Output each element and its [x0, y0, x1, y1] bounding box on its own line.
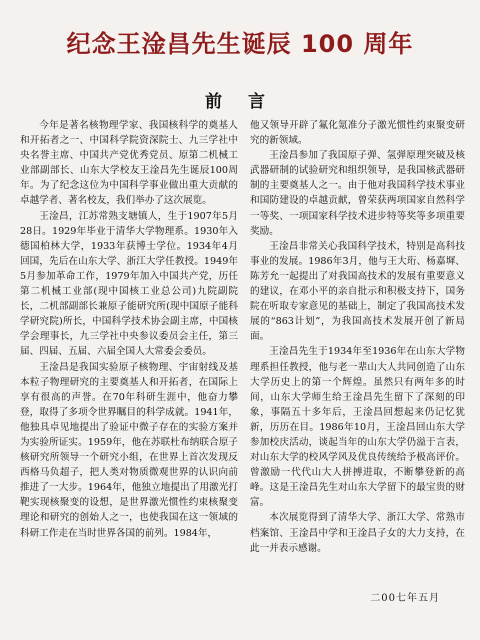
paragraph-shandong-university: 王淦昌先生于1934年至1936年在山东大学物理系担任教授，他与老一辈山大人共同创造了山东大学历史上的第一个辉煌。虽然只有两年多的时间，山东大学师生给王淦昌先生留下了深刻的印象，事隔五十多年后，王淦昌回想起来仍记忆犹新，历历在目。1986年10月，王淦昌回山东大学参加校庆活动，谈起当年的山东大学仍溢于言表，对山东大学的校风学风及优良传统给予极高评价。曾激励一代代山大人拼搏进取，不断攀登新的高峰。这是王淦昌先生对山东大学留下的最宝贵的财富。 [250, 346, 465, 509]
paragraph-intro: 今年是著名核物理学家、我国核科学的奠基人和开拓者之一、中国科学院资深院士、九三学社中央名誉主席、中国共产党优秀党员、原第二机械工业部副部长、山东大学校友王淦昌先生诞辰100周年。为了纪念这位为中国科学事业做出重大贡献的卓越学者、著名校友，我们举办了这次展览。 [20, 120, 238, 207]
paragraph-acknowledgements: 本次展览得到了清华大学、浙江大学、常熟市档案馆、王淦昌中学和王淦昌子女的大力支持，在此一并表示感谢。 [250, 512, 465, 554]
paragraph-863-plan: 王淦昌非常关心我国科学技术，特别是高科技事业的发展。1986年3月，他与王大珩、杨嘉墀、陈芳允一起提出了对我国高技术的发展有重要意义的建议，在邓小平的亲自批示和积极支持下，国务院在听取专家意见的基础上，制定了我国高技术发展的“863计划”，为我国高技术发展开创了新局面。 [250, 240, 465, 343]
document-date: 二00七年五月 [370, 593, 440, 604]
left-column [20, 118, 238, 630]
paragraph-achievements: 王淦昌是我国实验原子核物理、宇宙射线及基本粒子物理研究的主要奠基人和开拓者，在国际上享有很高的声誉。在70年科研生涯中，他奋力攀登，取得了多项令世界瞩目的科学成就。1941年，他独具卓见地提出了验证中微子存在的实验方案并为实验所证实。1959年，他在苏联杜布纳联合原子核研究所领导一个研究小组，在世界上首次发现反西格马负超子，把人类对物质微观世界的认识向前推进了一大步。1964年，他独立地提出了用激光打靶实现核聚变的设想，是世界激光惯性约束核聚变理论和研究的创始人之一，也使我国在这一领域的科研工作走在当时世界各国的前列。1984年， [20, 361, 238, 539]
preface-heading: 前 言 [205, 92, 275, 112]
paragraph-nuclear-weapons: 王淦昌参加了我国原子弹、氢弹原理突破及核武器研制的试验研究和组织领导，是我国核武器研制的主要奠基人之一。由于他对我国科学技术事业和国防建设的卓越贡献，曾荣获两项国家自然科学一等奖、一项国家科学技术进步特等奖等多项重要奖励。 [250, 150, 465, 237]
right-column [250, 118, 465, 588]
paragraph-biography: 王淦昌，江苏常熟支塘镇人，生于1907年5月28日。1929年毕业于清华大学物理系。1930年入德国柏林大学，1933年获博士学位。1934年4月回国，先后在山东大学、浙江大学任教授。1949年5月参加革命工作，1979年加入中国共产党，历任第二机械工业部(现中国核工业总公司)九院副院长，二机部副部长兼原子能研究所(现中国原子能科学研究院)所长，中国科学技术协会副主席，中国核学会理事长，九三学社中央参议委员会主任，第三届、四届、五届、六届全国人大常委会委员。 [20, 210, 238, 358]
paragraph-achievements-continued: 他又领导开辟了氟化氪准分子激光惯性约束聚变研究的新领域。 [250, 120, 465, 147]
page-title: 纪念王淦昌先生诞辰 100 周年 [66, 30, 414, 58]
